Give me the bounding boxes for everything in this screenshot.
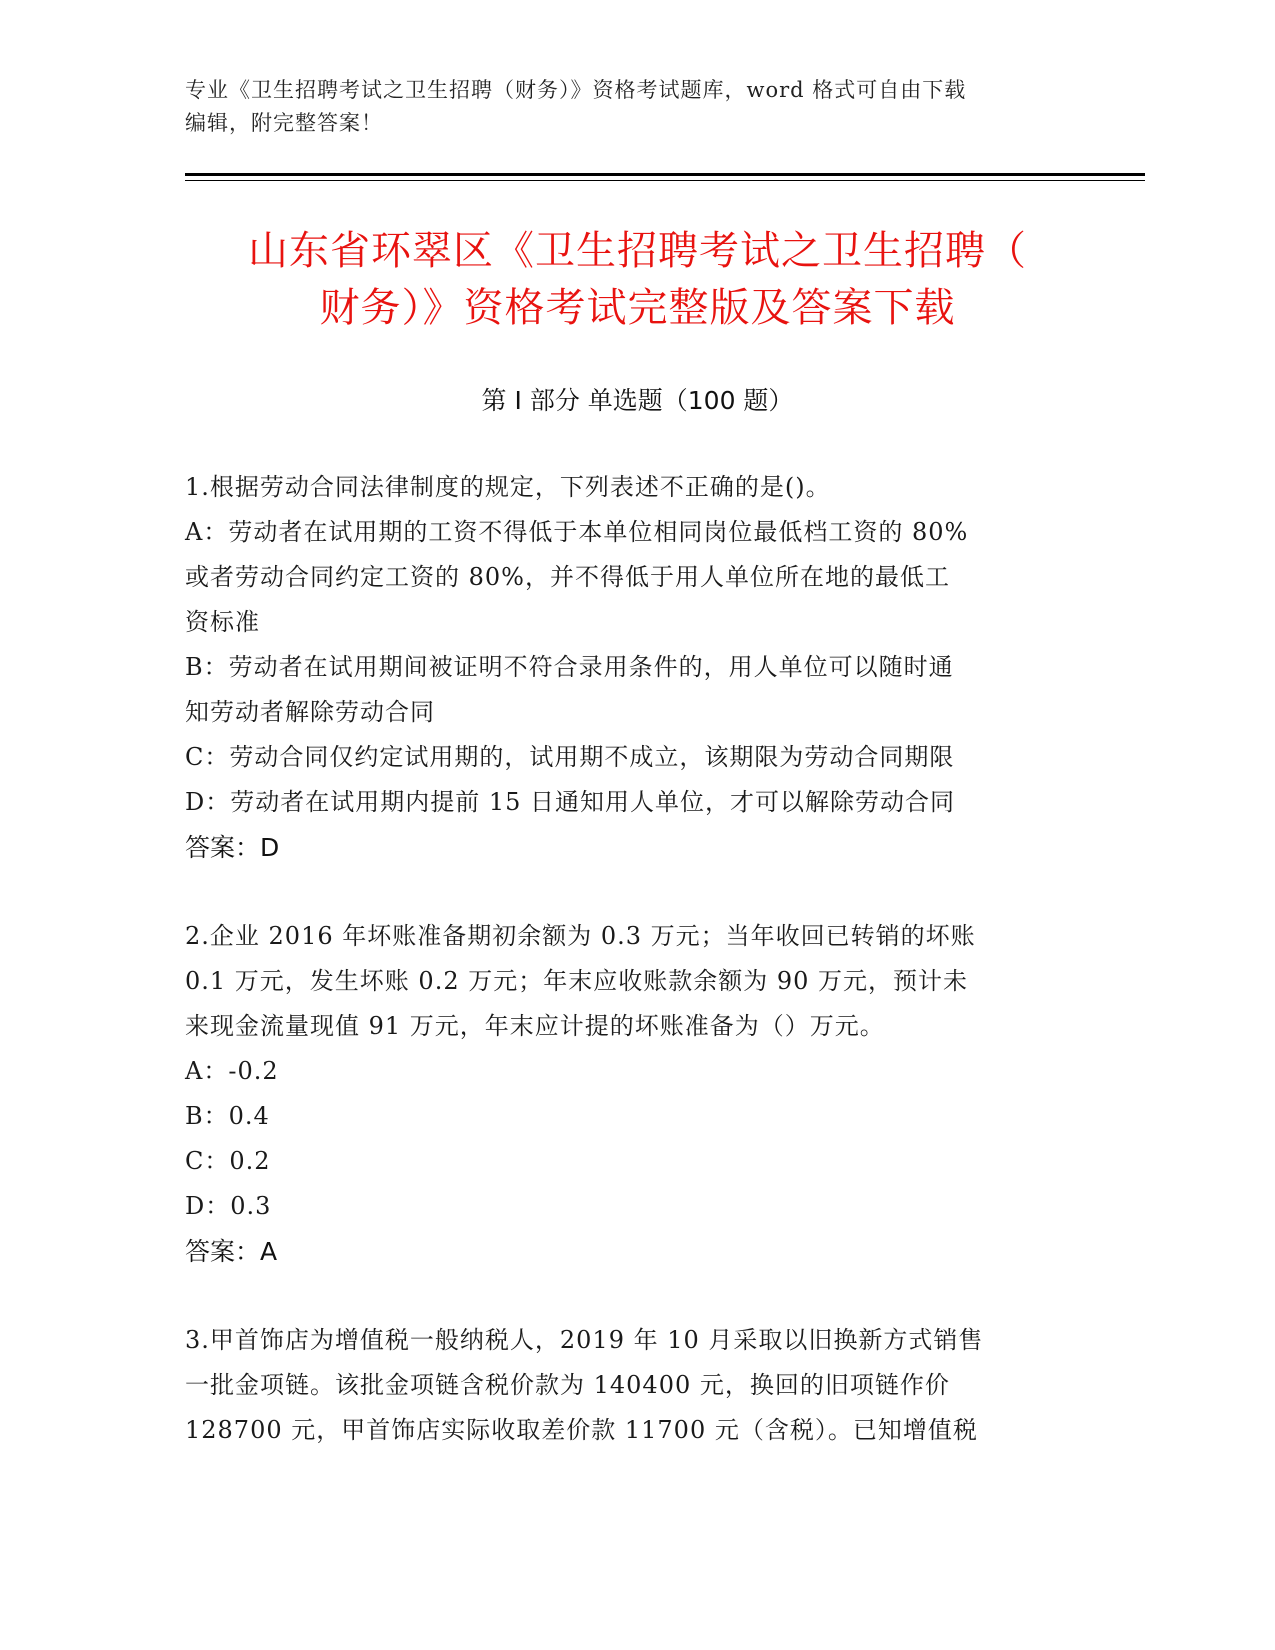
question-2-line-1: 2.企业 2016 年坏账准备期初余额为 0.3 万元；当年收回已转销的坏账 xyxy=(185,922,976,950)
question-1-line-6: 知劳动者解除劳动合同 xyxy=(185,698,435,726)
question-1-line-5: B：劳动者在试用期间被证明不符合录用条件的，用人单位可以随时通 xyxy=(185,653,954,681)
question-1-line-7: C：劳动合同仅约定试用期的，试用期不成立，该期限为劳动合同期限 xyxy=(185,743,955,771)
header-rule-thin xyxy=(185,180,1145,181)
question-2-line-3: 来现金流量现值 91 万元，年末应计提的坏账准备为（）万元。 xyxy=(185,1012,885,1040)
document-title xyxy=(160,223,1115,337)
question-1 xyxy=(185,465,1085,870)
question-1-line-8: D：劳动者在试用期内提前 15 日通知用人单位，才可以解除劳动合同 xyxy=(185,788,956,816)
question-2-line-6: C：0.2 xyxy=(185,1147,271,1175)
question-3-line-2: 一批金项链。该批金项链含税价款为 140400 元，换回的旧项链作价 xyxy=(185,1371,950,1399)
header-rule-thick xyxy=(185,173,1145,176)
question-gap xyxy=(185,870,1085,914)
question-3 xyxy=(185,1318,1085,1453)
header-note xyxy=(185,74,1085,140)
header-note-line-1: 专业《卫生招聘考试之卫生招聘（财务）》资格考试题库，word 格式可自由下载 xyxy=(185,78,967,102)
question-gap xyxy=(185,1274,1085,1318)
document-title-line-1: 山东省环翠区《卫生招聘考试之卫生招聘（ xyxy=(248,228,1027,274)
question-2-answer: 答案：A xyxy=(185,1237,278,1266)
document-title-line-2: 财务）》资格考试完整版及答案下载 xyxy=(319,285,956,331)
question-3-line-1: 3.甲首饰店为增值税一般纳税人，2019 年 10 月采取以旧换新方式销售 xyxy=(185,1326,984,1354)
question-2-line-2: 0.1 万元，发生坏账 0.2 万元；年末应收账款余额为 90 万元，预计未 xyxy=(185,967,969,995)
question-2-line-5: B：0.4 xyxy=(185,1102,270,1130)
question-list xyxy=(185,465,1085,1453)
question-1-answer: 答案：D xyxy=(185,833,280,862)
question-2-line-7: D：0.3 xyxy=(185,1192,272,1220)
question-2-line-4: A：-0.2 xyxy=(185,1057,279,1085)
section-title: 第 I 部分 单选题（100 题） xyxy=(481,386,794,415)
question-1-line-1: 1.根据劳动合同法律制度的规定，下列表述不正确的是()。 xyxy=(185,473,831,501)
question-2 xyxy=(185,914,1085,1274)
header-note-line-2: 编辑，附完整答案！ xyxy=(185,111,383,135)
question-1-line-2: A：劳动者在试用期的工资不得低于本单位相同岗位最低档工资的 80% xyxy=(185,518,969,546)
question-1-line-4: 资标准 xyxy=(185,608,260,636)
question-3-line-3: 128700 元，甲首饰店实际收取差价款 11700 元（含税）。已知增值税 xyxy=(185,1416,978,1444)
question-1-line-3: 或者劳动合同约定工资的 80%，并不得低于用人单位所在地的最低工 xyxy=(185,563,950,591)
